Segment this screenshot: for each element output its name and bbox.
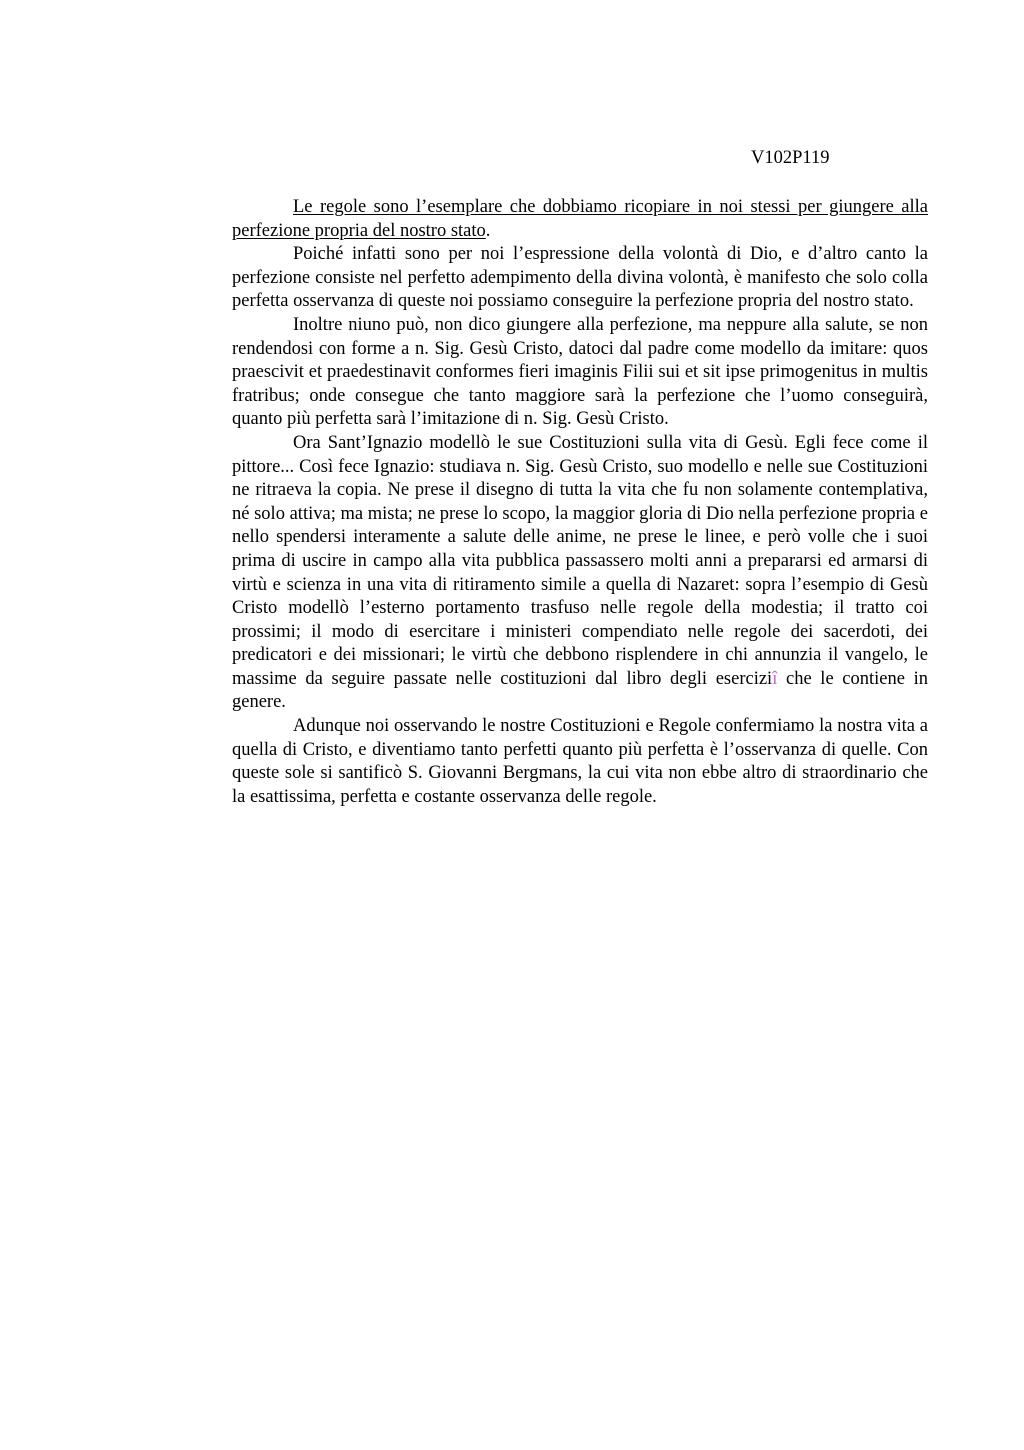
accent-mark: î: [772, 668, 778, 689]
heading-underlined-text: Le regole sono l’esemplare che dobbiamo ricopiare in noi stessi per giungere alla perfezione propria del nostro stato: [232, 197, 928, 241]
document-body: [232, 196, 928, 809]
paragraph-volonta: Poiché infatti sono per noi l’espressione della volontà di Dio, e d’altro canto la perfezione consiste nel perfetto adempimento della divina volontà, è manifesto che solo colla perfetta osservanza di queste noi possiamo conseguire la perfezione propria del nostro stato.: [232, 244, 928, 312]
page-identifier: V102P119: [751, 148, 830, 168]
heading-trailing-punctuation: .: [485, 220, 491, 241]
paragraph-imitazione: Inoltre niuno può, non dico giungere alla perfezione, ma neppure alla salute, se non rendendosi con forme a n. Sig. Gesù Cristo, datoci dal padre come modello da imitare: quos praescivit et praedestinavit conformes fieri imaginis Filii sui et sit ipse primogenitus in multis fratribus; onde consegue che tanto maggiore sarà la perfezione che l’uomo conseguirà, quanto più perfetta sarà l’imitazione di n. Sig. Gesù Cristo.: [232, 314, 928, 430]
paragraph-ignazio: [232, 432, 928, 715]
paragraph-ignazio-ending: che le contiene in genere.: [232, 668, 929, 713]
heading-paragraph: [232, 196, 928, 243]
paragraph-conclusione: Adunque noi osservando le nostre Costituzioni e Regole confermiamo la nostra vita a quella di Cristo, e diventiamo tanto perfetti quanto più perfetta è l’osservanza di quelle. Con queste sole si santificò S. Giovanni Bergmans, la cui vita non ebbe altro di straordinario che la esattissima, perfetta e costante osservanza delle regole.: [232, 716, 928, 807]
paragraph-ignazio-text: Ora Sant’Ignazio modellò le sue Costituzioni sulla vita di Gesù. Egli fece come il pittore... Così fece Ignazio: studiava n. Sig. Gesù Cristo, suo modello e nelle sue Costituzioni ne ritraeva la copia. Ne prese il disegno di tutta la vita che fu non solamente contemplativa, né solo attiva; ma mista; ne prese lo scopo, la maggior gloria di Dio nella perfezione propria e nello spendersi interamente a salute delle anime, ne prese le linee, e però volle che i suoi prima di uscire in campo alla vita pubblica passassero molti anni a prepararsi ed armarsi di virtù e scienza in una vita di ritiramento simile a quella di Nazaret: sopra l’esempio di Gesù Cristo modellò l’esterno portamento trasfuso nelle regole della modestia; il tratto coi prossimi; il modo di esercitare i ministeri compendiato nelle regole dei sacerdoti, dei predicatori e dei missionari; le virtù che debbono risplendere in chi annunzia il vangelo, le massime da seguire passate nelle costituzioni dal libro degli esercizi: [232, 432, 928, 689]
